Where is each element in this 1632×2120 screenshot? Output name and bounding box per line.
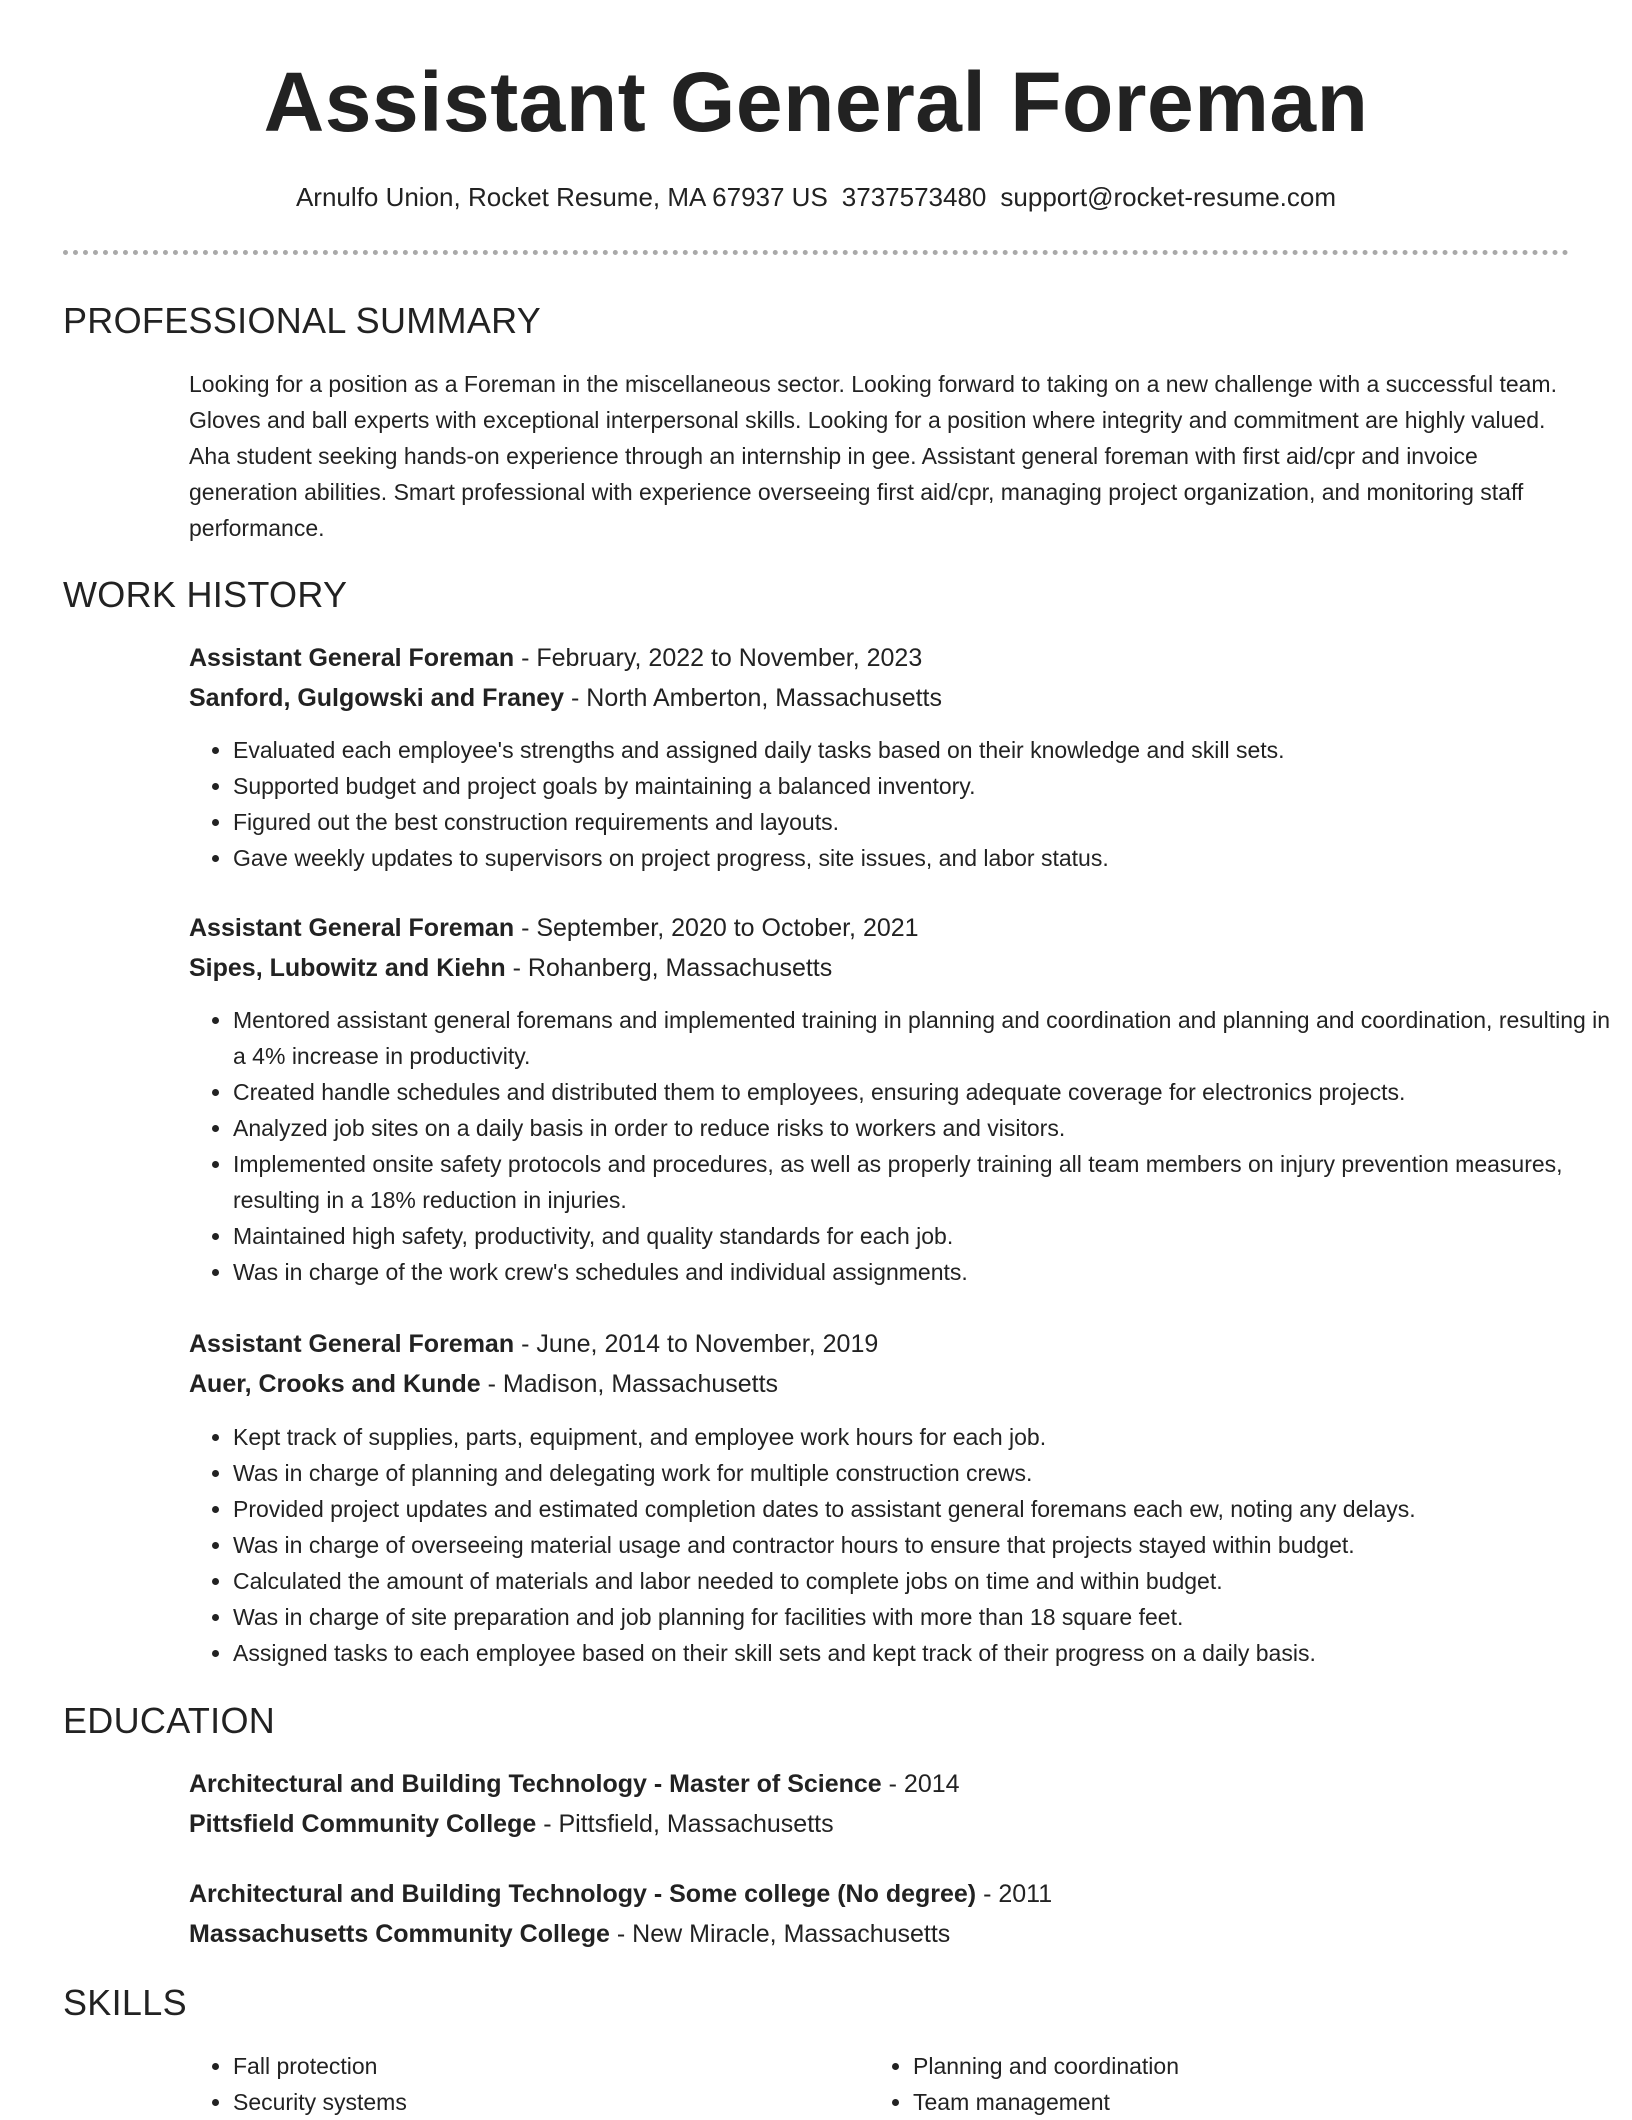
skill-item: • Planning and coordination [913, 2048, 1533, 2084]
job-bullet: • Mentored assistant general foremans and implemented training in planning and coordination and planning and coordination, resulting in a 4% increase in productivity. [233, 1002, 1613, 1074]
job-bullet: • Kept track of supplies, parts, equipment, and employee work hours for each job. [233, 1419, 1613, 1455]
job-bullet: • Maintained high safety, productivity, and quality standards for each job. [233, 1218, 1613, 1254]
contact-address: Arnulfo Union, Rocket Resume, MA 67937 US [295, 182, 828, 212]
job-company: Auer, Crooks and Kunde [189, 1370, 481, 1398]
job-bullet-list [189, 1419, 1613, 1671]
education-location: - Pittsfield, Massachusetts [536, 1810, 834, 1838]
education-degree-line [189, 1770, 960, 1799]
job-bullet: • Was in charge of planning and delegating work for multiple construction crews. [233, 1455, 1613, 1491]
job-company: Sanford, Gulgowski and Franey [189, 684, 565, 712]
education-school: Pittsfield Community College [189, 1810, 537, 1838]
summary-heading: PROFESSIONAL SUMMARY [63, 300, 542, 341]
job-company-line [189, 684, 942, 713]
job-role: Assistant General Foreman [189, 1330, 515, 1358]
education-school: Massachusetts Community College [189, 1920, 610, 1948]
job-dates: - February, 2022 to November, 2023 [514, 644, 923, 672]
job-company-line [189, 954, 832, 983]
job-location: - Madison, Massachusetts [480, 1370, 779, 1398]
contact-phone: 3737573480 [841, 182, 987, 212]
job-role: Assistant General Foreman [189, 644, 515, 672]
header-divider [63, 250, 1569, 255]
job-location: - North Amberton, Massachusetts [564, 684, 942, 712]
education-year: - 2011 [976, 1880, 1053, 1908]
skills-list-left [189, 2048, 853, 2120]
education-school-line [189, 1810, 834, 1839]
job-bullet: • Implemented onsite safety protocols and procedures, as well as properly training all team members on injury prevention measures, resulting in a 18% reduction in injuries. [233, 1146, 1613, 1218]
contact-email: support@rocket-resume.com [1000, 182, 1337, 212]
work-history-heading: WORK HISTORY [63, 574, 348, 615]
education-year: - 2014 [881, 1770, 960, 1798]
skill-item: • Team management [913, 2084, 1533, 2120]
education-heading: EDUCATION [63, 1700, 276, 1741]
job-dates: - June, 2014 to November, 2019 [514, 1330, 879, 1358]
job-location: - Rohanberg, Massachusetts [505, 954, 833, 982]
education-location: - New Miracle, Massachusetts [609, 1920, 951, 1948]
job-bullet: • Calculated the amount of materials and labor needed to complete jobs on time and within budget. [233, 1563, 1613, 1599]
job-bullet: • Was in charge of the work crew's schedules and individual assignments. [233, 1254, 1613, 1290]
job-bullet: • Figured out the best construction requirements and layouts. [233, 804, 1613, 840]
education-degree: Architectural and Building Technology - Some college (No degree) [189, 1880, 977, 1908]
job-role: Assistant General Foreman [189, 914, 515, 942]
job-title-line [189, 914, 919, 943]
skills-heading: SKILLS [63, 1982, 187, 2023]
job-bullet-list [189, 732, 1613, 876]
job-title-line [189, 644, 922, 673]
job-bullet: • Was in charge of overseeing material usage and contractor hours to ensure that projects stayed within budget. [233, 1527, 1613, 1563]
job-bullet: • Gave weekly updates to supervisors on project progress, site issues, and labor status. [233, 840, 1613, 876]
education-degree-line [189, 1880, 1052, 1909]
education-degree: Architectural and Building Technology - Master of Science [189, 1770, 882, 1798]
job-company-line [189, 1370, 778, 1399]
job-bullet: • Evaluated each employee's strengths and assigned daily tasks based on their knowledge and skill sets. [233, 732, 1613, 768]
skill-item: • Security systems [233, 2084, 853, 2120]
job-bullet-list [189, 1002, 1613, 1290]
job-bullet: • Analyzed job sites on a daily basis in order to reduce risks to workers and visitors. [233, 1110, 1613, 1146]
job-bullet: • Was in charge of site preparation and job planning for facilities with more than 18 square feet. [233, 1599, 1613, 1635]
job-title-line [189, 1330, 878, 1359]
education-school-line [189, 1920, 950, 1949]
skill-item: • Fall protection [233, 2048, 853, 2084]
job-company: Sipes, Lubowitz and Kiehn [189, 954, 506, 982]
job-bullet: • Created handle schedules and distributed them to employees, ensuring adequate coverage for electronics projects. [233, 1074, 1613, 1110]
job-bullet: • Provided project updates and estimated completion dates to assistant general foremans each ew, noting any delays. [233, 1491, 1613, 1527]
candidate-name: Assistant General Foreman [263, 55, 1369, 149]
job-bullet: • Supported budget and project goals by maintaining a balanced inventory. [233, 768, 1613, 804]
job-dates: - September, 2020 to October, 2021 [514, 914, 919, 942]
summary-text: Looking for a position as a Foreman in the miscellaneous sector. Looking forward to taking on a new challenge with a successful team. Gloves and ball experts with exceptional interpersonal skills. Looking for a position where integrity and commitment are highly valued. Aha student seeking hands-on experience through an internship in gee. Assistant general foreman with first aid/cpr and invoice generation abilities. Smart professional with experience overseeing first aid/cpr, managing project organization, and monitoring staff performance. [189, 371, 1557, 541]
contact-line [0, 182, 1632, 213]
skills-list-right [869, 2048, 1533, 2120]
job-bullet: • Assigned tasks to each employee based on their skill sets and kept track of their progress on a daily basis. [233, 1635, 1613, 1671]
